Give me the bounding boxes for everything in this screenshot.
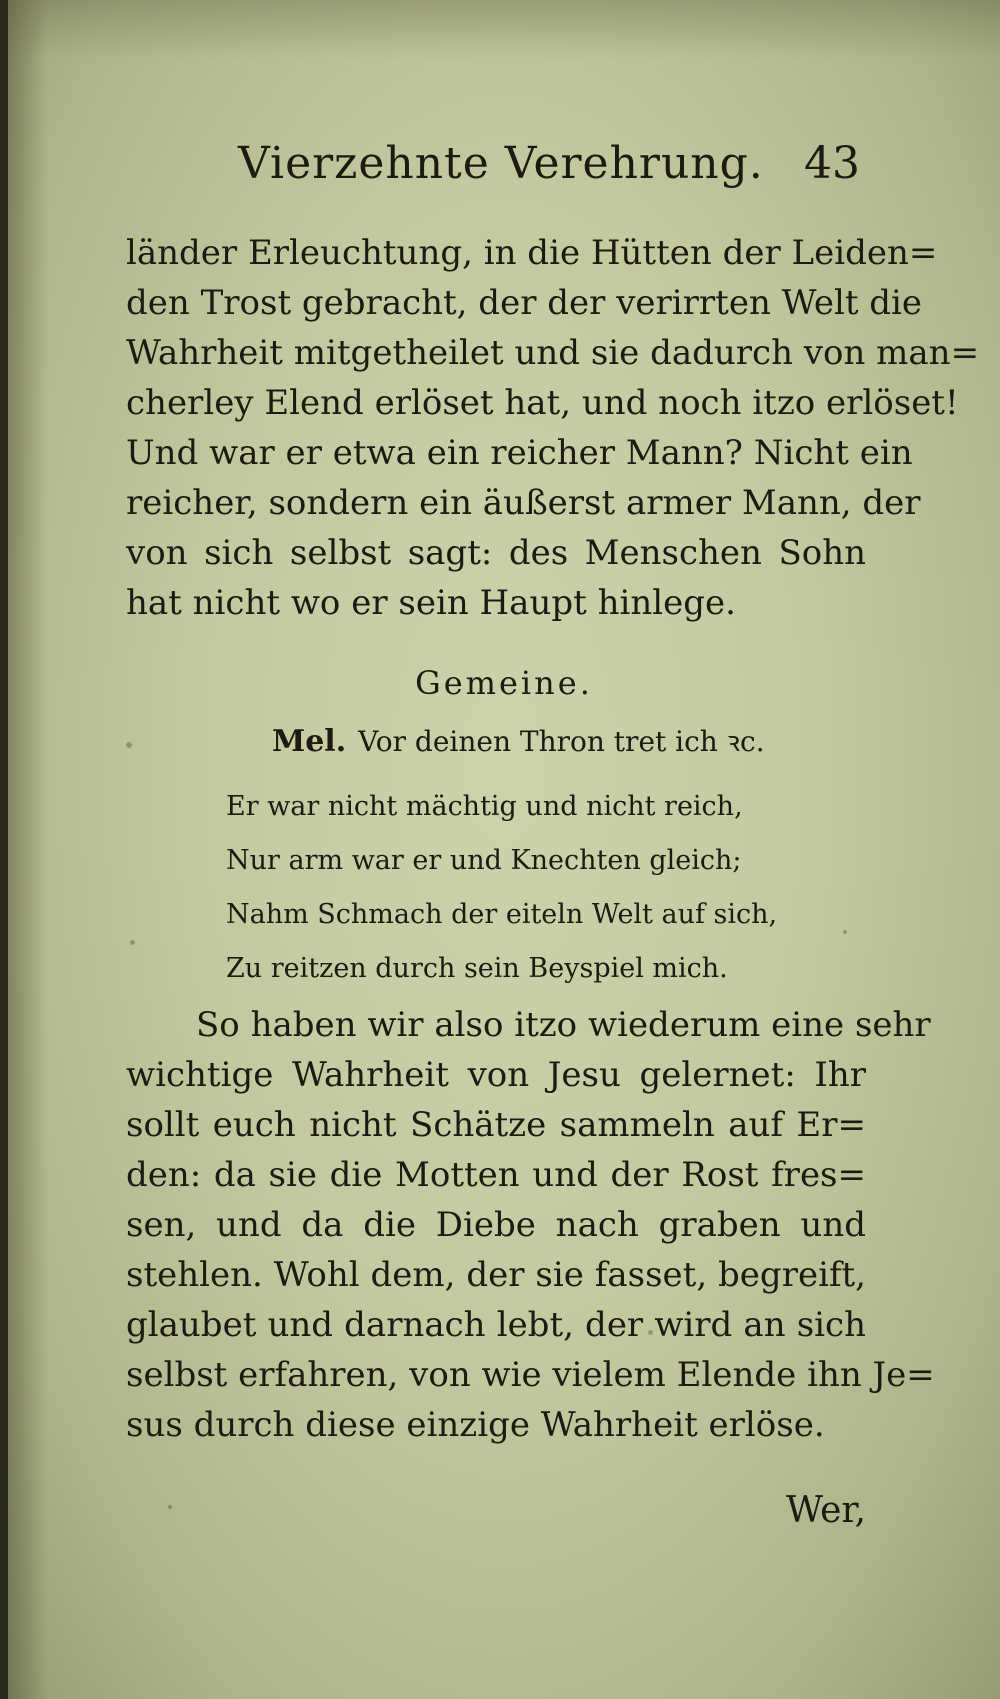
text-line: länder Erleuchtung, in die Hütten der Leiden= xyxy=(126,233,938,273)
book-page xyxy=(8,0,1000,1699)
text-line: hat nicht wo er sein Haupt hinlege. xyxy=(126,583,736,623)
text-line: Und war er etwa ein reicher Mann? Nicht ein xyxy=(126,433,913,473)
text-line: reicher, sondern ein äußerst armer Mann, der xyxy=(126,483,921,523)
text-line: glaubet und darnach lebt, der wird an sich xyxy=(126,1305,866,1345)
melody-line xyxy=(272,722,765,760)
text-line: von sich selbst sagt: des Menschen Sohn xyxy=(126,533,866,573)
paper-speck xyxy=(648,1330,653,1335)
text-line: sen, und da die Diebe nach graben und xyxy=(126,1205,866,1245)
text-line: sus durch diese einzige Wahrheit erlöse. xyxy=(126,1405,825,1445)
text-line: stehlen. Wohl dem, der sie fasset, begreift, xyxy=(126,1255,866,1295)
verse-line: Er war nicht mächtig und nicht reich, xyxy=(226,791,743,822)
catchword: Wer, xyxy=(786,1490,867,1531)
verse-line: Nahm Schmach der eiteln Welt auf sich, xyxy=(226,899,778,930)
verse-line: Zu reitzen durch sein Beyspiel mich. xyxy=(226,953,728,984)
melody-label: Mel. xyxy=(272,724,347,759)
paper-speck xyxy=(130,940,135,945)
text-line: sollt euch nicht Schätze sammeln auf Er= xyxy=(126,1105,866,1145)
running-title: Vierzehnte Verehrung. xyxy=(238,138,764,189)
paragraph-2 xyxy=(126,1000,935,1450)
page-number: 43 xyxy=(804,138,860,189)
paper-speck xyxy=(168,1505,172,1509)
hymn-verse xyxy=(226,780,777,996)
text-line: cherley Elend erlöset hat, und noch itzo erlöset! xyxy=(126,383,959,423)
verse-line: Nur arm war er und Knechten gleich; xyxy=(226,845,742,876)
paragraph-1 xyxy=(126,228,980,628)
text-line: den Trost gebracht, der der verirrten Welt die xyxy=(126,283,923,323)
paper-speck xyxy=(126,742,132,748)
text-line: So haben wir also itzo wiederum eine sehr xyxy=(196,1005,931,1045)
text-line: selbst erfahren, von wie vielem Elende ihn Je= xyxy=(126,1355,935,1395)
text-line: Wahrheit mitgetheilet und sie dadurch von man= xyxy=(126,333,980,373)
melody-text: Vor deinen Thron tret ich ꝛc. xyxy=(358,725,765,758)
text-line: den: da sie die Motten und der Rost fres= xyxy=(126,1155,866,1195)
text-line: wichtige Wahrheit von Jesu gelernet: Ihr xyxy=(126,1055,866,1095)
paper-speck xyxy=(843,930,847,934)
hymn-heading: Gemeine. xyxy=(415,664,593,702)
